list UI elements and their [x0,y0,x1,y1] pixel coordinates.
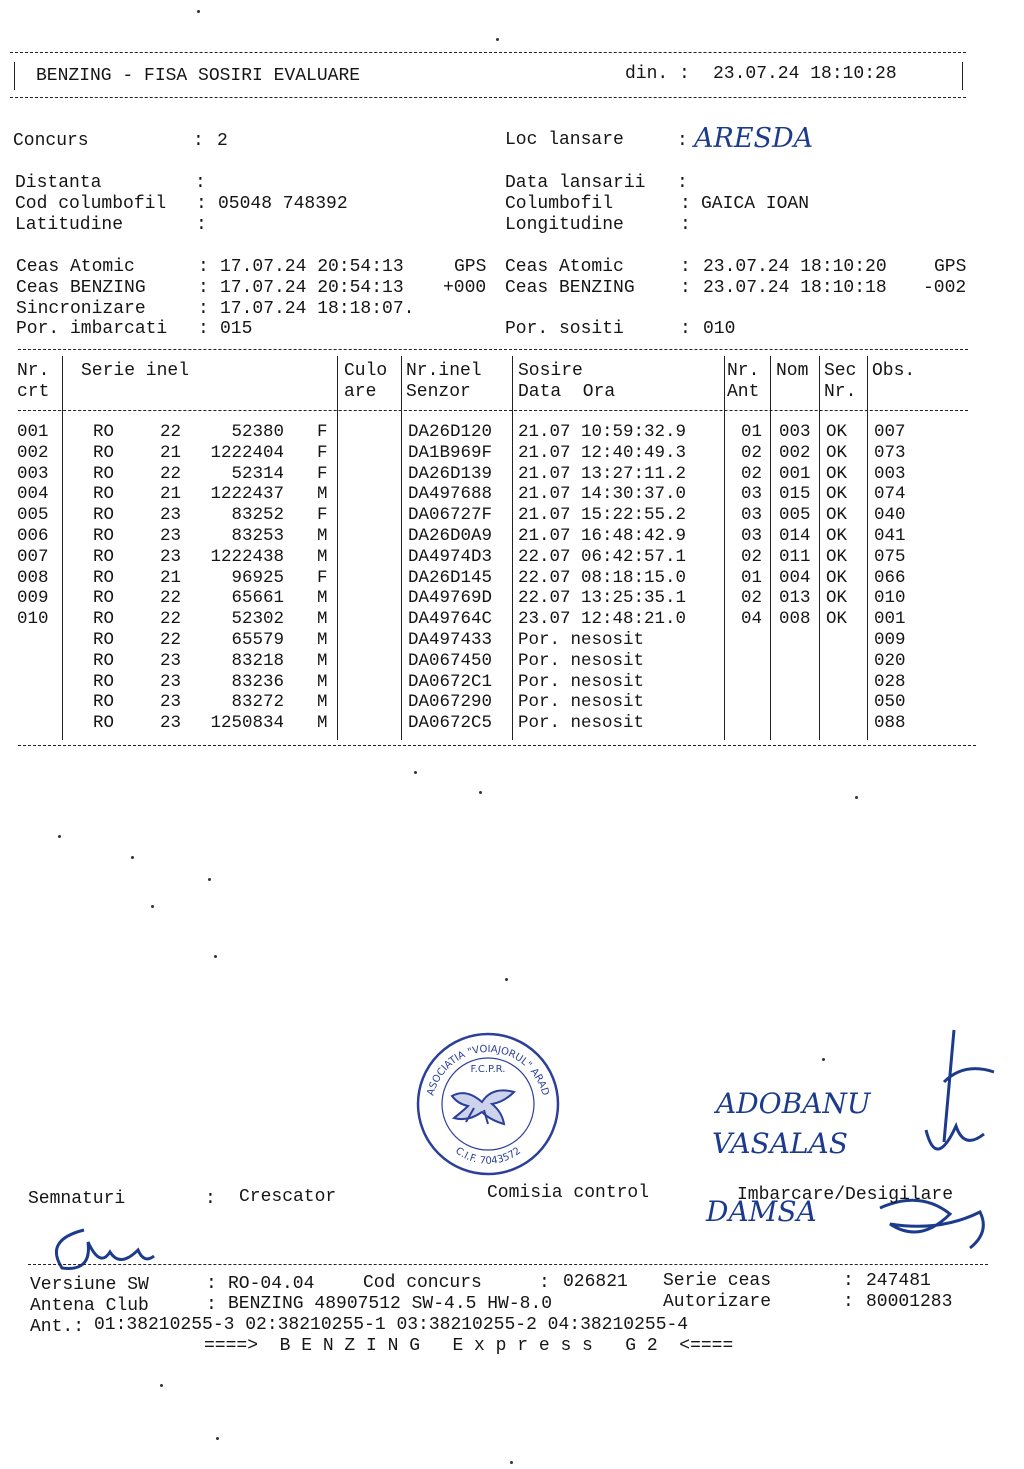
clock-right-0-label: Ceas Atomic [505,257,624,277]
cell-sosire: 21.07 14:30:37.0 [518,484,687,505]
cell-obs: 074 [874,484,906,505]
cell-sosire: 21.07 16:48:42.9 [518,526,687,546]
cell-an: 23 [160,692,182,713]
data-lansarii-label: Data lansarii [505,173,646,193]
cell-senzor: DA49769D [408,588,493,609]
cell-obs: 007 [874,422,906,442]
cell-sec: OK [826,609,848,630]
cell-an: 22 [160,422,182,442]
cell-ant: 02 [741,463,763,484]
column-separator [724,356,725,740]
cell-sec: OK [826,442,848,463]
header-top-rule [10,52,966,53]
stamp-mid-text: F.C.P.R. [470,1064,506,1075]
antena-label: Antena Club [30,1296,149,1316]
cell-sosire: Por. nesosit [518,713,645,734]
serie-ceas-sep: : [843,1271,854,1291]
cell-nr: 83272 [231,692,284,713]
longitudine-label: Longitudine [505,215,624,235]
clock-left-2-value: 17.07.24 18:18:07. [220,299,415,319]
cod-columbofil-sep: : [196,194,207,214]
footer-rule [28,1264,988,1265]
scan-speck [216,1437,219,1440]
cell-ant: 03 [741,526,763,546]
ant-value: 01:38210255-3 02:38210255-1 03:38210255-2 04:38210255-4 [94,1315,689,1335]
cell-nom: 002 [779,442,811,463]
cell-sosire: Por. nesosit [518,630,645,650]
cell-crt: 005 [17,505,49,526]
clock-left-1-sep: : [198,278,209,298]
ant-label: Ant.: [30,1317,85,1337]
cell-tara: RO [93,526,115,546]
scan-speck [131,856,134,859]
cell-senzor: DA1B969F [408,442,493,463]
concurs-value: 2 [217,131,228,151]
clock-left-1-extra: +000 [443,278,487,298]
cell-sex: M [317,630,328,650]
cell-sec: OK [826,546,848,567]
clock-right-0-value: 23.07.24 18:10:20 [703,257,887,277]
cell-ant: 03 [741,505,763,526]
th-sosire-1: Sosire [518,361,583,381]
cell-obs: 020 [874,650,906,671]
th-sosire-2: Data Ora [518,382,616,402]
cell-nr: 1250834 [210,713,284,734]
cell-nr: 83253 [231,526,284,546]
cell-crt: 007 [17,546,49,567]
cell-sec: OK [826,484,848,505]
cell-an: 23 [160,713,182,734]
cell-ant: 02 [741,546,763,567]
serie-ceas-value: 247481 [866,1271,931,1291]
semnaturi-sep: : [205,1189,216,1209]
clock-right-2-value: 010 [703,319,736,339]
semnaturi-label: Semnaturi [28,1189,126,1209]
cell-tara: RO [93,463,115,484]
cell-sex: M [317,546,328,567]
cod-concurs-sep: : [539,1273,550,1293]
cell-an: 23 [160,546,182,567]
loc-lansare-label: Loc lansare [505,130,624,150]
cell-obs: 009 [874,630,906,650]
clock-left-2-sep: : [198,299,209,319]
column-separator [62,356,63,740]
cell-tara: RO [93,630,115,650]
th-nr-crt-1: Nr. [17,361,50,381]
scan-speck [197,10,200,13]
cell-senzor: DA497433 [408,630,493,650]
stamp-top-text: ASOCIATIA "VOIAJORUL" ARAD [425,1043,551,1097]
cell-nr: 52302 [231,609,284,630]
data-lansarii-sep: : [677,173,688,193]
columbofil-label: Columbofil [505,194,614,214]
stamp-bird-icon [452,1090,514,1124]
autorizare-value: 80001283 [866,1292,953,1312]
th-culoare-2: are [344,382,377,402]
cell-sex: M [317,713,328,734]
loc-lansare-value: ARESDA [694,123,814,154]
hand-name-2: VASALAS [712,1127,848,1160]
cell-sec: OK [826,463,848,484]
cell-an: 22 [160,609,182,630]
cell-an: 22 [160,630,182,650]
column-separator [867,356,868,740]
cell-obs: 040 [874,505,906,526]
cell-tara: RO [93,692,115,713]
cell-nr: 65661 [231,588,284,609]
cell-ant: 04 [741,609,763,630]
hand-name-1: ADOBANU [716,1087,871,1120]
document-title: BENZING - FISA SOSIRI EVALUARE [36,66,361,86]
cell-nom: 005 [779,505,811,526]
cell-crt: 008 [17,567,49,588]
cod-columbofil-label: Cod columbofil [15,194,167,214]
cell-nr: 83236 [231,671,284,692]
cell-sosire: Por. nesosit [518,671,645,692]
comisia-label: Comisia control [487,1183,650,1203]
loc-lansare-sep: : [677,131,688,151]
cell-sex: M [317,526,328,546]
table-bottom-rule [18,745,976,746]
scan-speck [510,1461,513,1464]
clock-left-3-label: Por. imbarcati [16,319,168,339]
cell-crt: 009 [17,588,49,609]
cell-an: 21 [160,442,182,463]
cell-sex: F [317,505,328,526]
cell-senzor: DA497688 [408,484,493,505]
autorizare-label: Autorizare [663,1292,772,1312]
cell-sex: F [317,463,328,484]
cell-sosire: 22.07 06:42:57.1 [518,546,687,567]
cell-crt: 006 [17,526,49,546]
cell-obs: 010 [874,588,906,609]
header-right-bar [962,62,963,90]
association-stamp [412,1028,564,1178]
clock-right-0-sep: : [680,257,691,277]
column-separator [401,356,402,740]
scan-speck [214,955,217,958]
cell-nom: 013 [779,588,811,609]
cell-tara: RO [93,713,115,734]
clock-right-2-label: Por. sositi [505,319,624,339]
cell-obs: 001 [874,609,906,630]
cell-tara: RO [93,650,115,671]
cell-sosire: 21.07 15:22:55.2 [518,505,687,526]
cell-nom: 008 [779,609,811,630]
cell-an: 23 [160,671,182,692]
cell-an: 23 [160,526,182,546]
cell-an: 23 [160,505,182,526]
stamp-bottom-text: C.I.F. 7043572 [453,1145,523,1167]
signature-crescator [44,1218,174,1278]
table-top-rule [18,349,968,350]
signature-control [904,1022,1004,1172]
cell-tara: RO [93,484,115,505]
distanta-sep: : [195,173,206,193]
cell-nom: 011 [779,546,811,567]
table-header-rule [18,410,968,411]
cell-sex: M [317,588,328,609]
th-nom: Nom [776,361,809,381]
cell-nr: 96925 [231,567,284,588]
versiune-value: RO-04.04 [228,1274,315,1294]
cell-nr: 83252 [231,505,284,526]
cell-sec: OK [826,505,848,526]
cell-nr: 83218 [231,650,284,671]
cell-nom: 004 [779,567,811,588]
cell-ant: 03 [741,484,763,505]
cell-crt: 001 [17,422,49,442]
cell-nr: 52380 [231,422,284,442]
clock-left-1-value: 17.07.24 20:54:13 [220,278,404,298]
cell-ant: 01 [741,422,763,442]
th-nr-inel-2: Senzor [406,382,471,402]
clock-right-1-value: 23.07.24 18:10:18 [703,278,887,298]
clock-right-1-extra: -002 [923,278,967,298]
cell-sex: M [317,484,328,505]
cell-nr: 65579 [231,630,284,650]
cell-senzor: DA067290 [408,692,493,713]
cell-senzor: DA26D139 [408,463,493,484]
clock-left-0-label: Ceas Atomic [16,257,135,277]
clock-right-1-label: Ceas BENZING [505,278,635,298]
cell-an: 23 [160,650,182,671]
cell-obs: 028 [874,671,906,692]
column-separator [770,356,771,740]
th-culoare-1: Culo [344,361,388,381]
versiune-sep: : [206,1274,217,1294]
cell-sosire: Por. nesosit [518,650,645,671]
cell-sosire: 23.07 12:48:21.0 [518,609,687,630]
scan-speck [479,791,482,794]
scan-speck [855,796,858,799]
clock-left-2-label: Sincronizare [16,299,146,319]
cell-crt: 004 [17,484,49,505]
header-date-label: din. : [625,64,690,84]
scan-speck [160,1384,163,1387]
cell-nom: 014 [779,526,811,546]
cell-nr: 1222438 [210,546,284,567]
hand-name-3: DAMSA [706,1195,817,1228]
th-obs: Obs. [872,361,916,381]
cell-sex: F [317,422,328,442]
cell-sosire: 22.07 13:25:35.1 [518,588,687,609]
cell-sec: OK [826,567,848,588]
cell-obs: 075 [874,546,906,567]
longitudine-sep: : [680,215,691,235]
cell-sex: M [317,671,328,692]
clock-left-3-value: 015 [220,319,253,339]
scan-speck [208,878,211,881]
cod-concurs-label: Cod concurs [363,1273,482,1293]
cell-senzor: DA0672C1 [408,671,493,692]
cell-obs: 041 [874,526,906,546]
clock-right-1-sep: : [680,278,691,298]
cell-sex: F [317,442,328,463]
header-date-value: 23.07.24 18:10:28 [713,64,897,84]
cell-ant: 02 [741,588,763,609]
cell-obs: 073 [874,442,906,463]
cell-sec: OK [826,526,848,546]
cell-sosire: 21.07 10:59:32.9 [518,422,687,442]
th-sec-1: Sec [824,361,857,381]
antena-sep: : [206,1295,217,1315]
th-sec-2: Nr. [824,382,857,402]
th-nr-ant-1: Nr. [727,361,760,381]
cell-sex: F [317,567,328,588]
versiune-label: Versiune SW [30,1275,149,1295]
cell-crt: 003 [17,463,49,484]
clock-left-3-sep: : [198,319,209,339]
clock-right-2-sep: : [680,319,691,339]
cell-sec: OK [826,588,848,609]
cell-nr: 1222437 [210,484,284,505]
cell-senzor: DA26D120 [408,422,493,442]
cell-obs: 066 [874,567,906,588]
columbofil-value: GAICA IOAN [701,194,810,214]
cell-obs: 003 [874,463,906,484]
th-serie-inel: Serie inel [81,361,190,381]
distanta-label: Distanta [15,173,102,193]
th-nr-inel-1: Nr.inel [406,361,482,381]
cell-sosire: 21.07 12:40:49.3 [518,442,687,463]
cell-sex: M [317,609,328,630]
column-separator [337,356,338,740]
cod-columbofil-value: 05048 748392 [218,194,348,214]
cell-senzor: DA067450 [408,650,493,671]
latitudine-sep: : [196,215,207,235]
cell-nom: 001 [779,463,811,484]
cell-senzor: DA26D0A9 [408,526,493,546]
cell-ant: 01 [741,567,763,588]
cell-tara: RO [93,546,115,567]
cell-obs: 088 [874,713,906,734]
scan-speck [58,835,61,838]
clock-left-0-sep: : [198,257,209,277]
columbofil-sep: : [680,194,691,214]
cell-senzor: DA0672C5 [408,713,493,734]
cell-tara: RO [93,671,115,692]
scan-speck [505,978,508,981]
cell-an: 21 [160,567,182,588]
clock-left-0-value: 17.07.24 20:54:13 [220,257,404,277]
clock-right-0-extra: GPS [934,257,967,277]
header-bottom-rule [10,97,966,98]
th-nr-ant-2: Ant [727,382,760,402]
cell-sec: OK [826,422,848,442]
cell-nr: 1222404 [210,442,284,463]
column-separator [819,356,820,740]
latitudine-label: Latitudine [15,215,124,235]
serie-ceas-label: Serie ceas [663,1271,772,1291]
cell-an: 22 [160,463,182,484]
imbarcare-label: Imbarcare/Desigilare [737,1185,954,1205]
scan-speck [414,771,417,774]
cell-sosire: Por. nesosit [518,692,645,713]
autorizare-sep: : [843,1292,854,1312]
cell-senzor: DA26D145 [408,567,493,588]
cell-sosire: 22.07 08:18:15.0 [518,567,687,588]
cell-tara: RO [93,609,115,630]
th-nr-crt-2: crt [17,382,50,402]
cell-tara: RO [93,567,115,588]
cell-nom: 015 [779,484,811,505]
cell-ant: 02 [741,442,763,463]
cell-tara: RO [93,422,115,442]
clock-left-1-label: Ceas BENZING [16,278,146,298]
cod-concurs-value: 026821 [563,1272,628,1292]
scan-speck [496,38,499,41]
cell-sex: M [317,692,328,713]
cell-nom: 003 [779,422,811,442]
cell-senzor: DA49764C [408,609,493,630]
cell-senzor: DA06727F [408,505,493,526]
cell-sosire: 21.07 13:27:11.2 [518,463,687,484]
cell-senzor: DA4974D3 [408,546,493,567]
scan-speck [151,905,154,908]
cell-an: 21 [160,484,182,505]
cell-tara: RO [93,505,115,526]
scan-speck [822,1058,825,1061]
clock-left-0-extra: GPS [454,257,487,277]
antena-value: BENZING 48907512 SW-4.5 HW-8.0 [228,1294,553,1314]
cell-tara: RO [93,588,115,609]
cell-crt: 002 [17,442,49,463]
cell-tara: RO [93,442,115,463]
header-left-bar [14,62,15,90]
cell-nr: 52314 [231,463,284,484]
cell-sex: M [317,650,328,671]
benzing-express-banner: ====> B E N Z I N G E x p r e s s G 2 <==== [204,1336,734,1356]
crescator-label: Crescator [239,1187,337,1207]
concurs-label: Concurs [13,131,89,151]
concurs-sep: : [193,131,204,151]
cell-obs: 050 [874,692,906,713]
cell-crt: 010 [17,609,49,630]
cell-an: 22 [160,588,182,609]
